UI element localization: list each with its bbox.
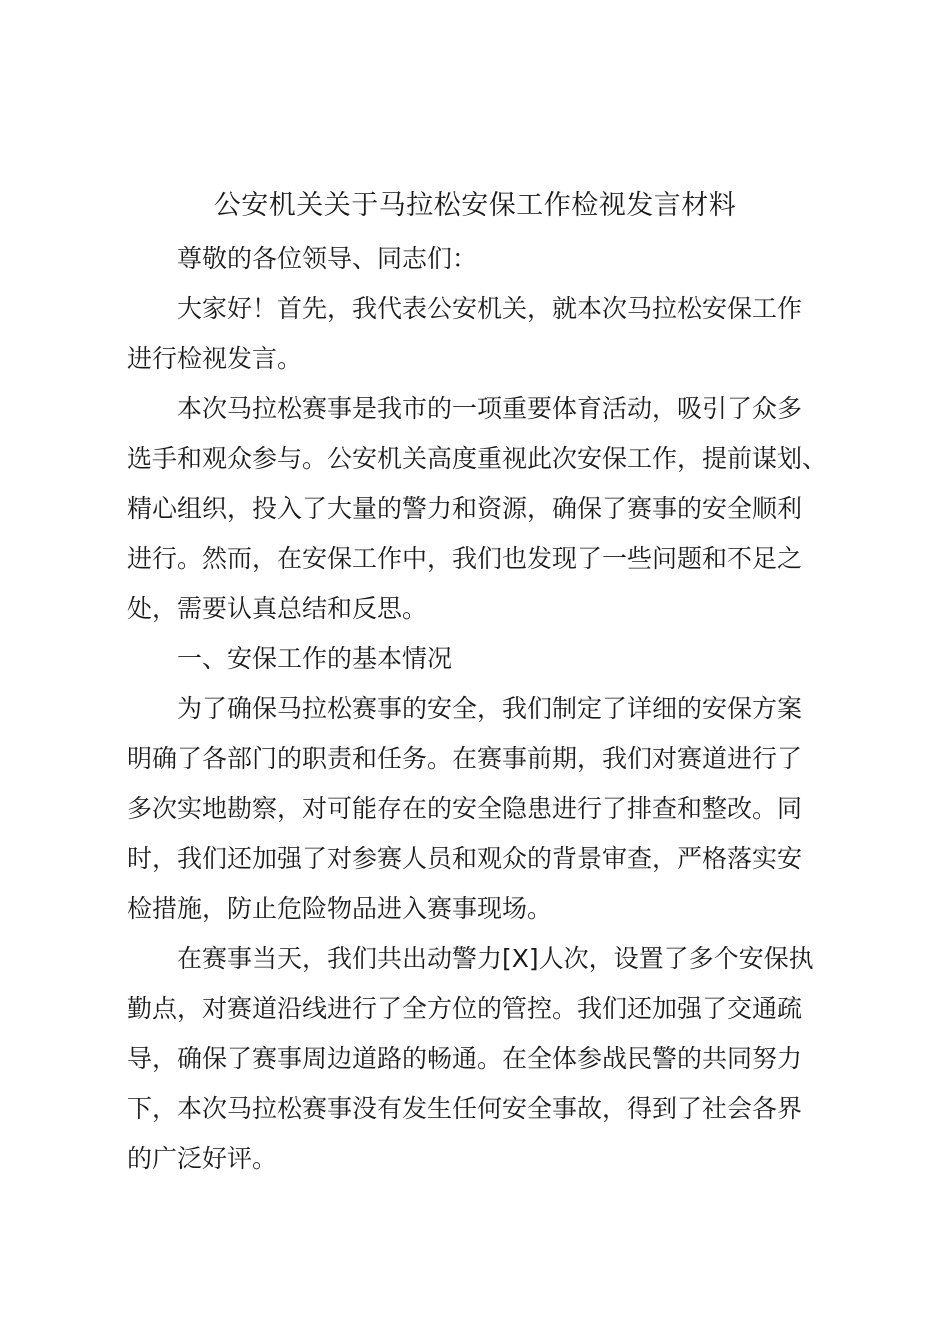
body-line: 勤点，对赛道沿线进行了全方位的管控。我们还加强了交通疏	[127, 994, 803, 1023]
body-line: 检措施，防止危险物品进入赛事现场。	[127, 894, 553, 923]
body-line: 进行检视发言。	[127, 344, 303, 373]
body-line: 下，本次马拉松赛事没有发生任何安全事故，得到了社会各界	[127, 1094, 803, 1123]
body-line: 一、安保工作的基本情况	[177, 644, 453, 673]
body-line: 导，确保了赛事周边道路的畅通。在全体参战民警的共同努力	[127, 1044, 803, 1073]
body-line: 多次实地勘察，对可能存在的安全隐患进行了排查和整改。同	[127, 794, 803, 823]
body-line: 的广泛好评。	[127, 1144, 278, 1173]
body-line: 明确了各部门的职责和任务。在赛事前期，我们对赛道进行了	[127, 744, 803, 773]
body-line: 进行。然而，在安保工作中，我们也发现了一些问题和不足之	[127, 544, 803, 573]
body-line: 尊敬的各位领导、同志们：	[177, 244, 478, 273]
body-line: 为了确保马拉松赛事的安全，我们制定了详细的安保方案	[177, 694, 803, 723]
body-line: 精心组织，投入了大量的警力和资源，确保了赛事的安全顺利	[127, 494, 803, 523]
document-title: 公安机关关于马拉松安保工作检视发言材料	[213, 190, 737, 221]
body-line: 本次马拉松赛事是我市的一项重要体育活动，吸引了众多	[177, 394, 803, 423]
body-line: 时，我们还加强了对参赛人员和观众的背景审查，严格落实安	[127, 844, 803, 873]
body-line: 在赛事当天，我们共出动警力[X]人次，设置了多个安保执	[177, 944, 814, 973]
body-line: 选手和观众参与。公安机关高度重视此次安保工作，提前谋划、	[127, 444, 828, 473]
document-body	[127, 234, 833, 1184]
body-line: 处，需要认真总结和反思。	[127, 594, 428, 623]
body-line: 大家好！首先，我代表公安机关，就本次马拉松安保工作	[177, 294, 803, 323]
